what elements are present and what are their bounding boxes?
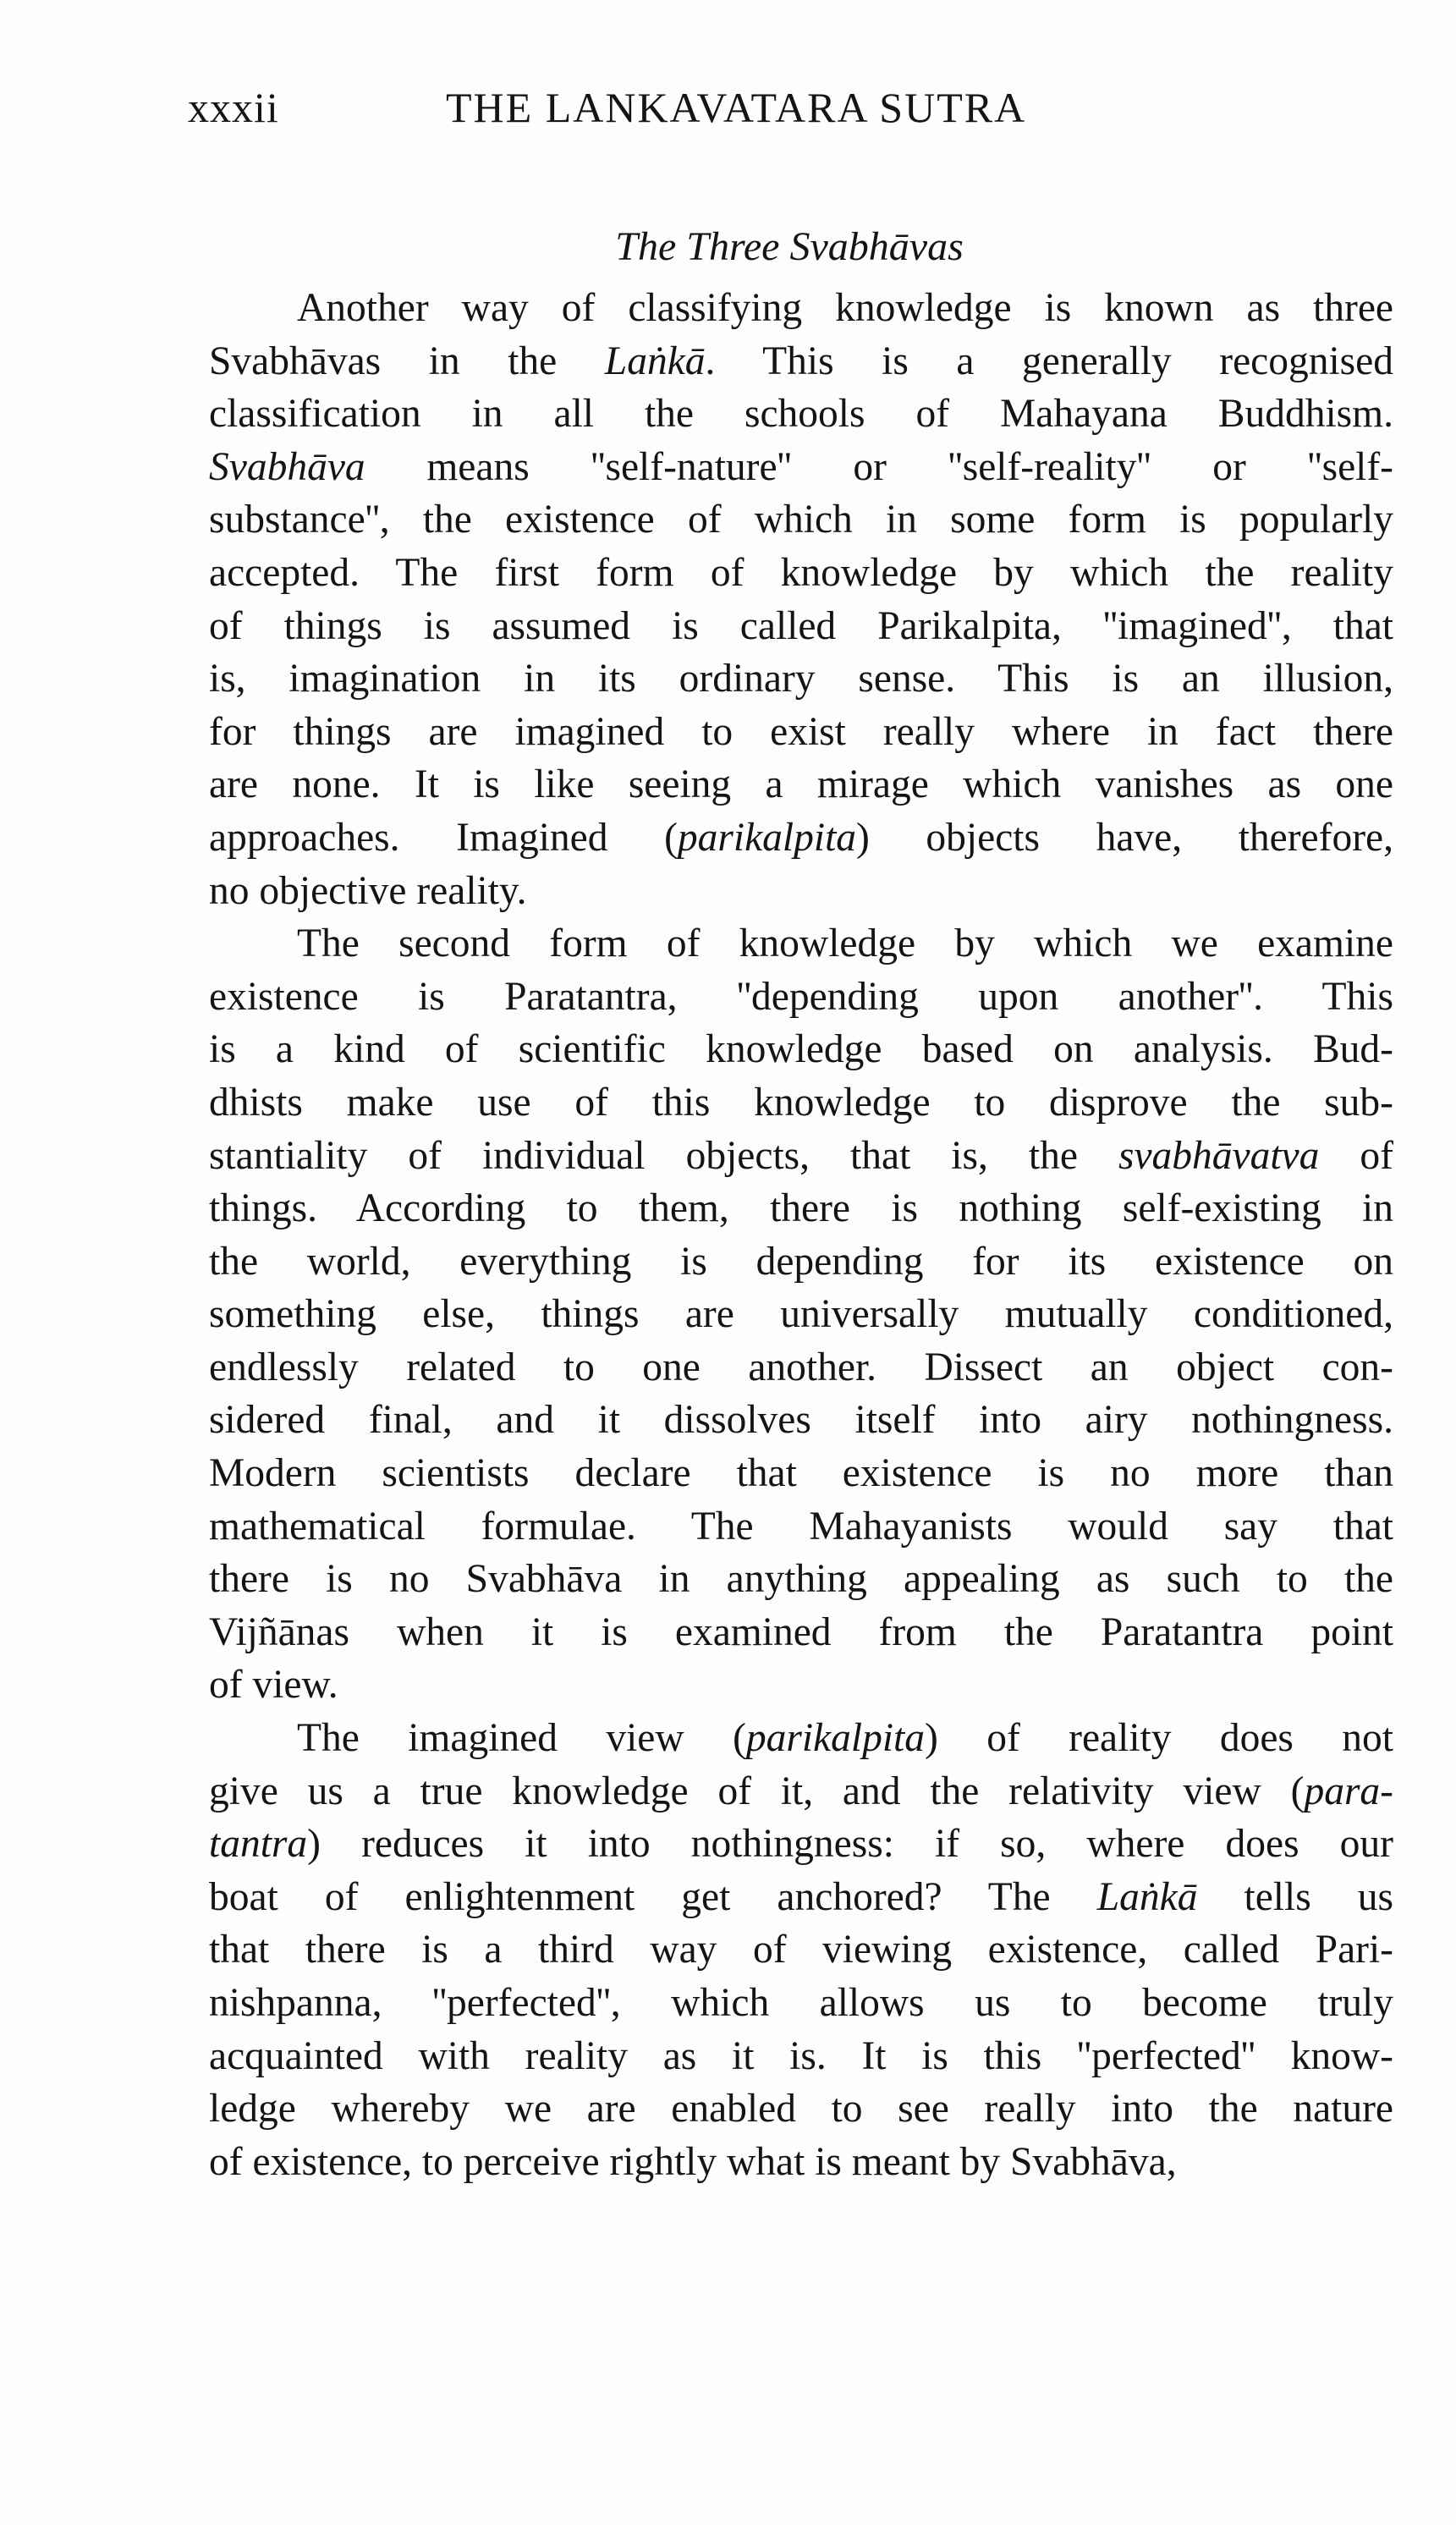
text-run: boat of enlightenment get anchored? The: [209, 1874, 1097, 1919]
text-line: [209, 971, 1393, 1024]
text-line: [209, 2136, 1393, 2189]
text-run: mathematical formulae. The Mahayanists would say that: [209, 1504, 1393, 1549]
text-line: [209, 1765, 1393, 1818]
text-line: [209, 282, 1393, 335]
text-run: . This is a generally recognised: [705, 338, 1393, 383]
text-line: [209, 1871, 1393, 1924]
text-line: [209, 1500, 1393, 1554]
italic-term: Svabhāva: [209, 444, 365, 489]
text-run: The imagined view (: [297, 1716, 746, 1761]
text-run: there is no Svabhāva in anything appealing as such to the: [209, 1557, 1393, 1602]
text-line: [209, 335, 1393, 388]
text-run: approaches. Imagined (: [209, 815, 678, 860]
text-run: is a kind of scientific knowledge based on analysis. Bud-: [209, 1027, 1393, 1072]
text-run: for things are imagined to exist really where in fact there: [209, 709, 1393, 754]
text-run: existence is Paratantra, ''depending upon another''. This: [209, 974, 1393, 1019]
italic-term: Laṅkā: [1096, 1874, 1198, 1919]
text-line: [209, 1130, 1393, 1183]
text-run: endlessly related to one another. Dissect an object con-: [209, 1345, 1393, 1389]
text-line: [209, 1818, 1393, 1871]
text-run: give us a true knowledge of it, and the relativity view (: [209, 1769, 1305, 1813]
text-run: tells us: [1197, 1874, 1393, 1919]
text-line: [209, 441, 1393, 494]
text-line: [209, 1553, 1393, 1606]
text-line: [209, 1341, 1393, 1395]
text-line: [209, 1447, 1393, 1500]
text-line: [209, 811, 1393, 865]
text-line: [209, 1394, 1393, 1447]
text-run: of view.: [209, 1663, 338, 1708]
text-run: sidered final, and it dissolves itself into airy nothingness.: [209, 1398, 1393, 1443]
text-line: [209, 652, 1393, 706]
text-run: that there is a third way of viewing existence, called Pari-: [209, 1928, 1393, 1972]
text-line: [209, 1288, 1393, 1341]
text-run: things. According to them, there is nothing self-existing in: [209, 1186, 1393, 1231]
text-line: [209, 865, 1393, 918]
text-run: The second form of knowledge by which we examine: [297, 921, 1393, 966]
text-run: is, imagination in its ordinary sense. This is an illusion,: [209, 657, 1393, 701]
text-line: [209, 917, 1393, 971]
text-run: acquainted with reality as it is. It is this ''perfected'' know-: [209, 2033, 1393, 2078]
text-run: dhists make use of this knowledge to disprove the sub-: [209, 1080, 1393, 1125]
text-line: [209, 547, 1393, 600]
text-line: [209, 1076, 1393, 1130]
running-title: THE LANKAVATARA SUTRA: [446, 84, 1027, 131]
italic-term: Laṅkā: [604, 338, 706, 383]
text-line: [209, 2030, 1393, 2083]
text-run: Svabhāvas in the: [209, 338, 605, 383]
text-run: Vijñānas when it is examined from the Paratantra point: [209, 1609, 1393, 1654]
italic-term: tantra: [209, 1822, 308, 1867]
section-heading: The Three Svabhāvas: [615, 224, 964, 269]
text-run: something else, things are universally mutually conditioned,: [209, 1292, 1393, 1337]
text-run: substance'', the existence of which in some form is popularly: [209, 498, 1393, 542]
text-run: of things is assumed is called Parikalpita, ''imagined'', that: [209, 603, 1393, 648]
text-run: ) objects have, therefore,: [856, 815, 1393, 860]
text-line: [209, 1235, 1393, 1289]
italic-term: svabhāvatva: [1118, 1133, 1320, 1178]
text-run: ) of reality does not: [925, 1716, 1393, 1761]
italic-term: para-: [1304, 1769, 1393, 1813]
text-line: [209, 758, 1393, 811]
text-run: are none. It is like seeing a mirage which vanishes as one: [209, 762, 1393, 807]
text-run: no objective reality.: [209, 868, 527, 913]
text-line: [209, 1923, 1393, 1977]
text-line: [209, 1606, 1393, 1659]
italic-term: parikalpita: [745, 1716, 925, 1761]
text-line: [209, 600, 1393, 653]
text-run: classification in all the schools of Mahayana Buddhism.: [209, 392, 1393, 437]
text-line: [209, 1659, 1393, 1712]
text-run: accepted. The first form of knowledge by which the reality: [209, 550, 1393, 595]
text-line: [209, 2082, 1393, 2136]
text-run: the world, everything is depending for its existence on: [209, 1239, 1393, 1284]
text-line: [209, 1023, 1393, 1076]
text-line: [209, 706, 1393, 759]
text-run: means ''self-nature'' or ''self-reality'' or ''self-: [365, 444, 1393, 489]
text-line: [209, 493, 1393, 547]
text-run: ) reduces it into nothingness: if so, where does our: [307, 1822, 1393, 1867]
text-run: ledge whereby we are enabled to see really into the nature: [209, 2087, 1393, 2132]
body-text: [209, 282, 1393, 2188]
text-line: [209, 1977, 1393, 2030]
text-run: Modern scientists declare that existence is no more than: [209, 1451, 1393, 1496]
running-header: [188, 78, 1389, 137]
text-line: [209, 1182, 1393, 1235]
text-line: [209, 1712, 1393, 1765]
italic-term: parikalpita: [677, 815, 857, 860]
text-line: [209, 388, 1393, 441]
text-run: Another way of classifying knowledge is known as three: [297, 286, 1393, 330]
page-number: xxxii: [188, 84, 279, 131]
text-run: of existence, to perceive rightly what is meant by Svabhāva,: [209, 2139, 1177, 2184]
text-run: stantiality of individual objects, that is, the: [209, 1133, 1118, 1178]
text-run: nishpanna, ''perfected'', which allows us to become truly: [209, 1981, 1393, 2025]
text-run: of: [1319, 1133, 1393, 1178]
